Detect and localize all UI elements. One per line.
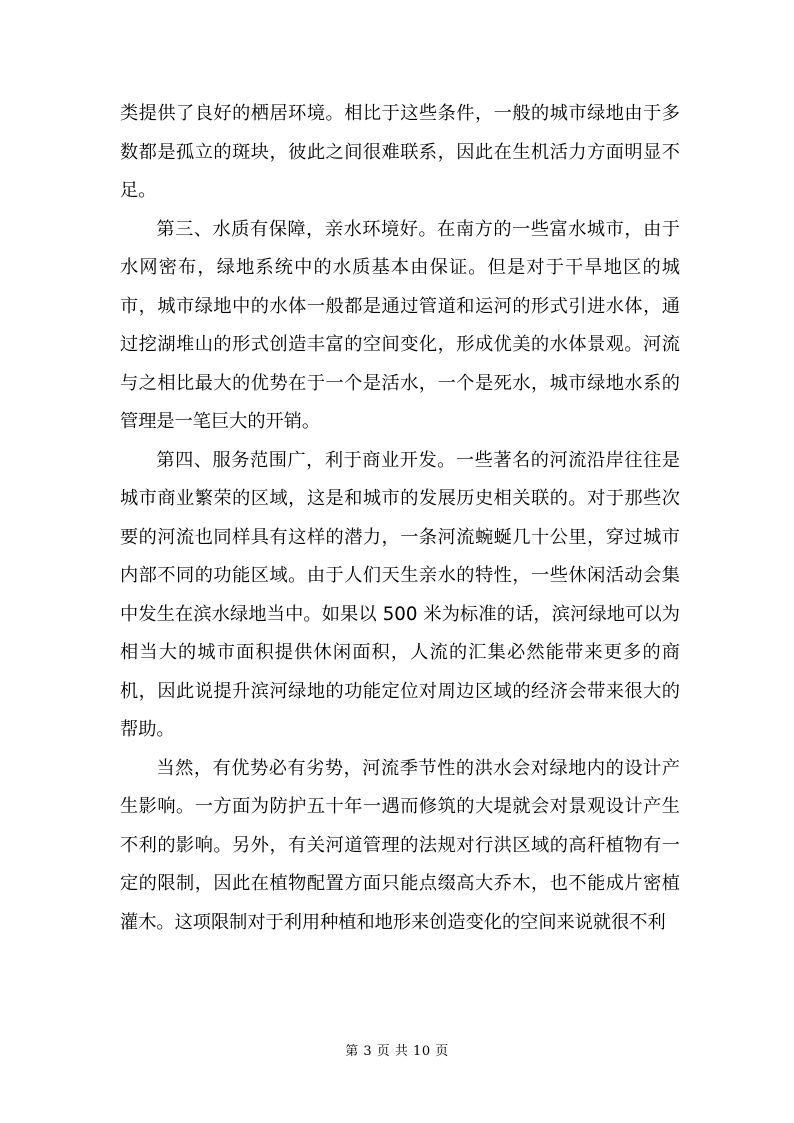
page-number-footer: 第 3 页 共 10 页	[345, 1044, 449, 1059]
paragraph-4: 当然，有优势必有劣势，河流季节性的洪水会对绿地内的设计产生影响。一方面为防护五十年一遇而修筑的大堤就会对景观设计产生不利的影响。另外，有关河道管理的法规对行洪区域的高秆植物有一定的限制，因此在植物配置方面只能点缀高大乔木，也不能成片密植灌木。这项限制对于利用种植和地形来创造变化的空间来说就很不利	[120, 757, 680, 933]
paragraph-3: 第四、服务范围广，利于商业开发。一些著名的河流沿岸往往是城市商业繁荣的区域，这是和城市的发展历史相关联的。对于那些次要的河流也同样具有这样的潜力，一条河流蜿蜒几十公里，穿过城市内部不同的功能区域。由于人们天生亲水的特性，一些休闲活动会集中发生在滨水绿地当中。如果以 500 米为标准的话，滨河绿地可以为相当大的城市面积提供休闲面积，人流的汇集必然能带来更多的商机，因此说提升滨河绿地的功能定位对周边区域的经济会带来很大的帮助。	[120, 449, 680, 740]
paragraph-1: 类提供了良好的栖居环境。相比于这些条件，一般的城市绿地由于多数都是孤立的斑块，彼此之间很难联系，因此在生机活力方面明显不足。	[120, 103, 680, 201]
paragraph-2: 第三、水质有保障，亲水环境好。在南方的一些富水城市，由于水网密布，绿地系统中的水质基本由保证。但是对于干旱地区的城市，城市绿地中的水体一般都是通过管道和运河的形式引进水体，通过挖湖堆山的形式创造丰富的空间变化，形成优美的水体景观。河流与之相比最大的优势在于一个是活水，一个是死水，城市绿地水系的管理是一笔巨大的开销。	[120, 218, 680, 432]
document-body	[120, 95, 680, 942]
